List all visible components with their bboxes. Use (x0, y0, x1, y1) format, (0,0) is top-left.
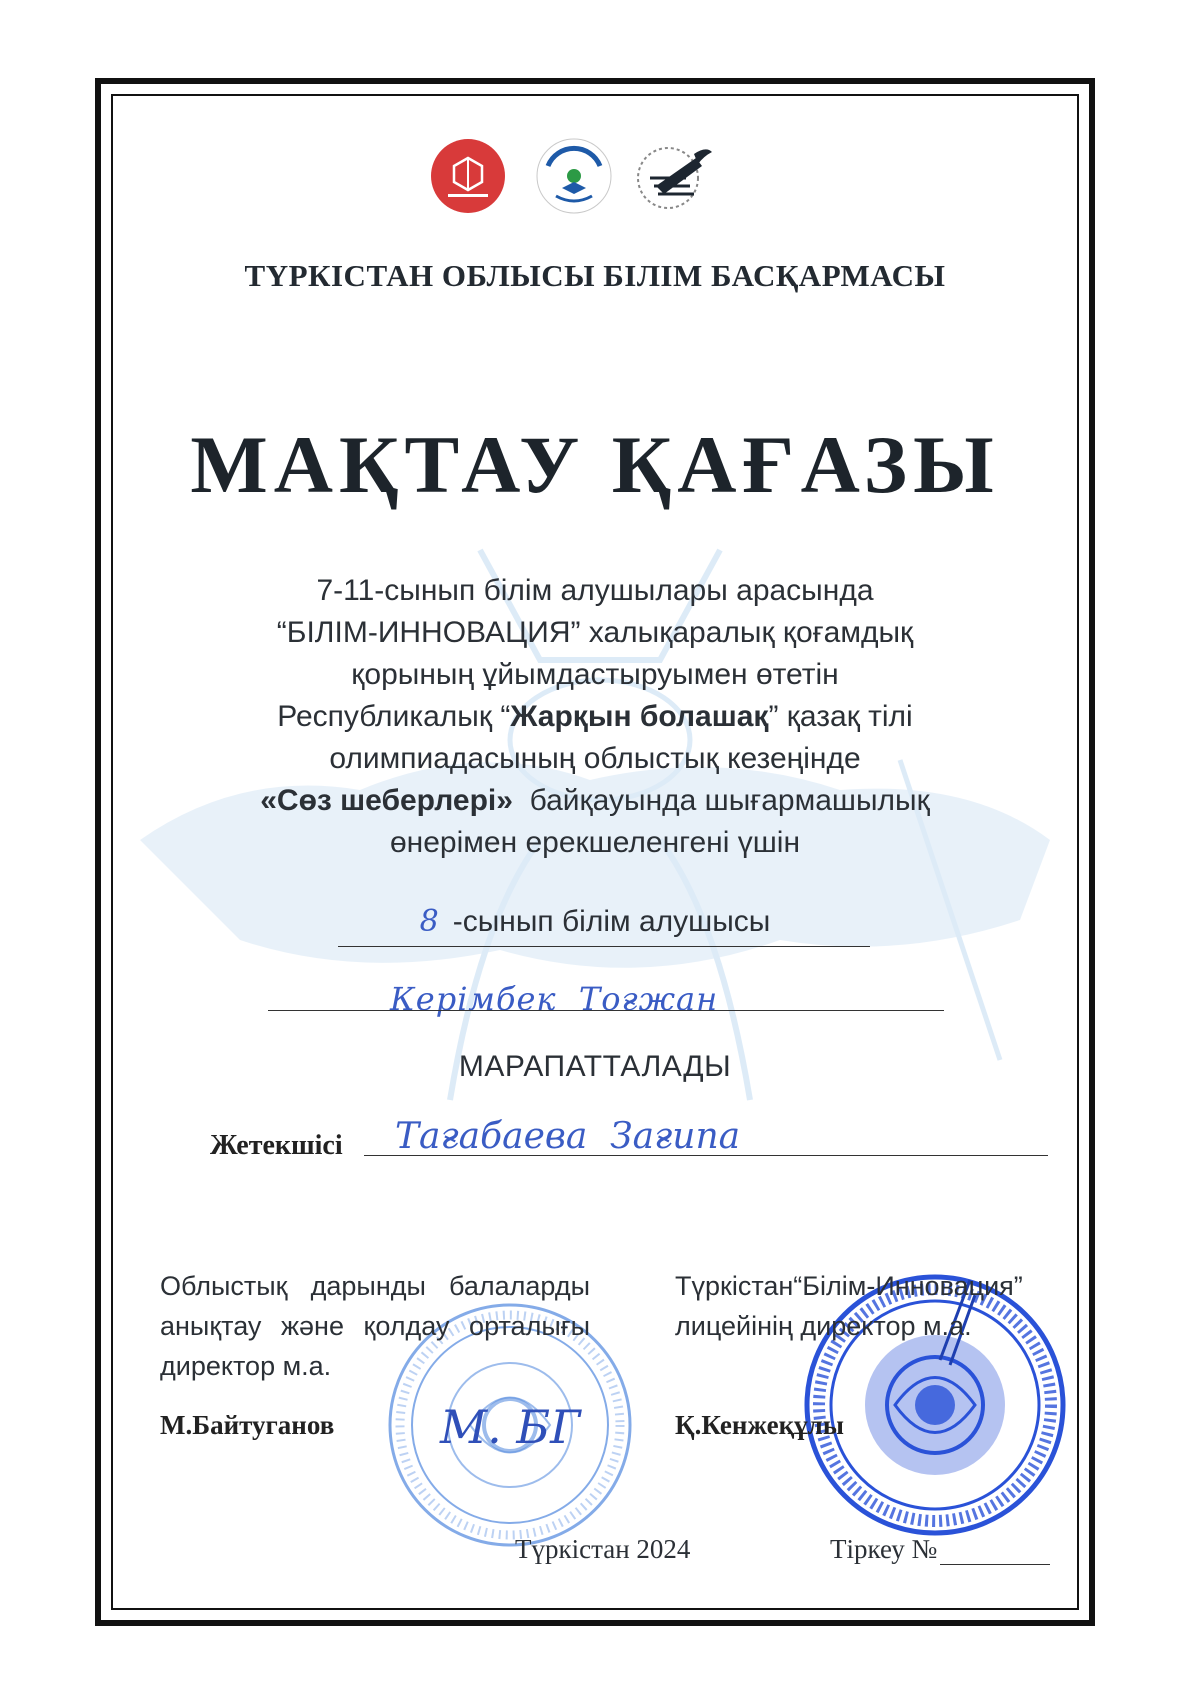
body-text: байқауында шығармашылық (512, 784, 930, 817)
education-department-logo (428, 136, 508, 216)
body-text: Республикалық “ (277, 700, 511, 733)
body-line: қорының ұйымдастыруымен өтетін (351, 658, 839, 691)
certificate-title: МАҚТАУ ҚАҒАЗЫ (190, 419, 1000, 510)
city-year: Түркістан 2024 (515, 1534, 691, 1564)
supervisor-label: Жетекшісі (210, 1130, 343, 1161)
name-underline (268, 1010, 944, 1011)
grade-handwritten: 8 (419, 904, 439, 939)
supervisor-name-handwritten: Тағабаева Зағипа (395, 1116, 741, 1157)
body-line: “БІЛІМ-ИННОВАЦИЯ” халықаралық қоғамдық (276, 616, 914, 649)
daryn-logo (534, 136, 614, 216)
contest-name: «Сөз шеберлері» (260, 784, 513, 817)
recipient-grade-row (0, 904, 1190, 939)
logo-row (0, 136, 1190, 226)
bilim-innovation-logo (636, 136, 716, 216)
body-line: олимпиадасының облыстық кезеңінде (329, 742, 861, 775)
body-line: өнерімен ерекшеленгені үшін (389, 826, 801, 859)
body-line (0, 780, 1190, 822)
olympiad-name: Жарқын болашақ (510, 700, 769, 733)
body-line: 7-11-сынып білім алушылары арасында (316, 574, 874, 607)
body-text: ” қазақ тілі (768, 700, 913, 733)
body-line (0, 696, 1190, 738)
supervisor-underline (364, 1155, 1048, 1156)
registration-number-label: Тіркеу № (830, 1534, 938, 1564)
awarded-text: МАРАПАТТАЛАДЫ (458, 1050, 732, 1083)
right-signatory-name: Қ.Кенжеқұлы (675, 1410, 844, 1440)
left-signatory-name: М.Байтуганов (160, 1410, 335, 1440)
left-signature: М. БГ (440, 1400, 581, 1454)
grade-suffix: -сынып білім алушысы (452, 905, 771, 938)
certificate-body (0, 570, 1190, 864)
issuing-organization: ТҮРКІСТАН ОБЛЫСЫ БІЛІМ БАСҚАРМАСЫ (244, 258, 946, 293)
registration-underline (940, 1564, 1050, 1565)
recipient-name-handwritten: Керімбек Тоғжан (390, 980, 719, 1018)
right-signatory-position: Түркістан“Білім-Инновация” лицейінің директор м.а. (675, 1271, 1023, 1341)
grade-underline (338, 946, 870, 947)
left-signatory-position: Облыстық дарынды балаларды анықтау және қолдау орталығы директор м.а. (160, 1271, 590, 1381)
